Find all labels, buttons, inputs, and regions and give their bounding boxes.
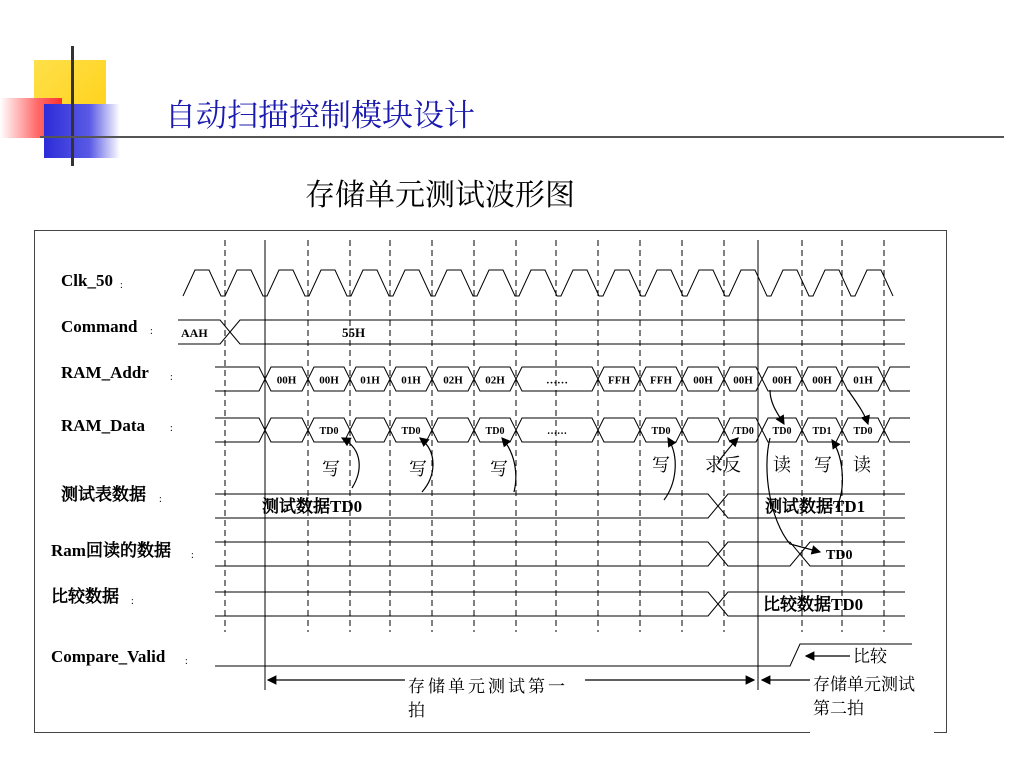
- addr-value: 00H: [693, 374, 713, 387]
- op-write-4: 写: [652, 455, 670, 475]
- compare-label: 比较: [853, 647, 887, 666]
- addr-value: ……: [546, 374, 568, 387]
- op-read-1: 读: [773, 455, 791, 475]
- command-value-aah: AAH: [181, 326, 208, 340]
- addr-value: 01H: [401, 374, 421, 387]
- compare-value: 比较数据TD0: [763, 595, 864, 614]
- phase2-label-line2: 第二拍: [813, 699, 864, 718]
- colon-ram-addr: :: [170, 372, 173, 383]
- data-value: TD0: [485, 426, 505, 437]
- colon-ram-data: :: [170, 423, 173, 434]
- op-write-1: 写: [322, 459, 340, 479]
- label-compare-valid: Compare_Valid: [51, 647, 166, 666]
- label-compare: 比较数据: [51, 587, 119, 606]
- data-segment-0: [265, 418, 308, 442]
- addr-lead: [215, 367, 265, 391]
- data-segment-2: [350, 418, 390, 442]
- addr-tail: [884, 367, 910, 391]
- label-ram-addr: RAM_Addr: [61, 363, 149, 382]
- colon-compare: :: [131, 596, 134, 607]
- data-tail: [884, 418, 910, 442]
- addr-value: 00H: [276, 374, 297, 387]
- data-segment-9: [682, 418, 724, 442]
- colon-clk: :: [120, 280, 123, 291]
- data-value: TD0: [772, 426, 792, 437]
- phase1-label-line2: 拍: [408, 701, 425, 720]
- addr-value: 00H: [772, 374, 792, 387]
- label-clk: Clk_50: [61, 271, 113, 290]
- op-write-3: 写: [490, 459, 508, 479]
- data-value: TD1: [812, 426, 832, 437]
- data-segment-7: [598, 418, 640, 442]
- data-value: TD0: [401, 426, 421, 437]
- label-test-table: 测试表数据: [61, 485, 146, 504]
- addr-value: 01H: [360, 374, 380, 387]
- addr-value: FFH: [608, 374, 630, 387]
- addr-value: 02H: [485, 374, 505, 387]
- label-ram-readback: Ram回读的数据: [51, 541, 171, 560]
- command-value-55h: 55H: [342, 325, 366, 340]
- colon-compare-valid: :: [185, 656, 188, 667]
- colon-command: :: [150, 326, 153, 337]
- op-write-5: 写: [814, 455, 832, 475]
- addr-value: 00H: [733, 374, 753, 387]
- test-data-td1: 测试数据TD1: [765, 497, 866, 516]
- data-value: ……: [547, 426, 567, 437]
- addr-value: 00H: [319, 374, 339, 387]
- data-value: TD0: [853, 426, 873, 437]
- phase1-label-line1: 存储单元测试第一: [408, 677, 568, 696]
- compare-valid-waveform: [215, 644, 912, 666]
- data-value: /TD0: [732, 426, 754, 437]
- command-bus: [178, 320, 905, 344]
- clk-waveform: [183, 270, 893, 296]
- addr-value: 00H: [812, 374, 832, 387]
- addr-value: FFH: [650, 374, 672, 387]
- diagram-title: 存储单元测试波形图: [305, 178, 575, 213]
- data-value: TD0: [651, 426, 671, 437]
- op-write-2: 写: [409, 459, 427, 479]
- readback-td0: TD0: [826, 548, 853, 563]
- data-segment-4: [432, 418, 474, 442]
- test-data-td0: 测试数据TD0: [262, 497, 363, 516]
- addr-value: 02H: [443, 374, 463, 387]
- data-lead: [215, 418, 265, 442]
- data-value: TD0: [319, 426, 339, 437]
- label-ram-data: RAM_Data: [61, 416, 146, 435]
- colon-test-table: :: [159, 494, 162, 505]
- phase2-label-line1: 存储单元测试: [813, 675, 915, 694]
- slide-title: 自动扫描控制模块设计: [165, 98, 475, 134]
- label-command: Command: [61, 317, 138, 336]
- op-read-2: 读: [853, 455, 871, 475]
- colon-ram-readback: :: [191, 550, 194, 561]
- op-invert: 求反: [705, 455, 741, 475]
- addr-value: 01H: [853, 374, 873, 387]
